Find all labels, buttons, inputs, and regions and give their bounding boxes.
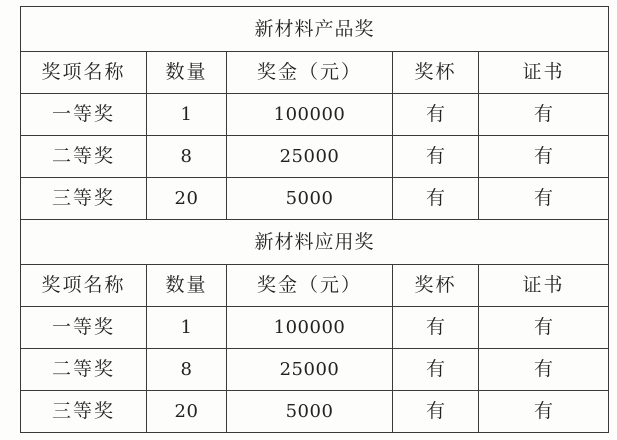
- header-quantity: 数量: [147, 52, 227, 94]
- trophy-cell: 有: [393, 178, 479, 220]
- section-title-row: [21, 220, 609, 265]
- table-header-row: [21, 265, 609, 307]
- prize-money-cell: 100000: [227, 94, 393, 136]
- header-prize-money: 奖金（元）: [227, 52, 393, 94]
- trophy-cell: 有: [393, 307, 479, 349]
- prize-money-cell: 5000: [227, 178, 393, 220]
- quantity-cell: 8: [147, 349, 227, 391]
- award-name-cell: 三等奖: [21, 391, 147, 433]
- header-certificate: 证书: [479, 52, 609, 94]
- certificate-cell: 有: [479, 391, 609, 433]
- prize-money-cell: 25000: [227, 136, 393, 178]
- certificate-cell: 有: [479, 94, 609, 136]
- quantity-cell: 1: [147, 94, 227, 136]
- table-row: [21, 349, 609, 391]
- prize-money-cell: 5000: [227, 391, 393, 433]
- quantity-cell: 8: [147, 136, 227, 178]
- header-award-name: 奖项名称: [21, 265, 147, 307]
- table-row: [21, 136, 609, 178]
- quantity-cell: 1: [147, 307, 227, 349]
- trophy-cell: 有: [393, 94, 479, 136]
- award-name-cell: 二等奖: [21, 136, 147, 178]
- certificate-cell: 有: [479, 307, 609, 349]
- certificate-cell: 有: [479, 178, 609, 220]
- header-award-name: 奖项名称: [21, 52, 147, 94]
- header-certificate: 证书: [479, 265, 609, 307]
- certificate-cell: 有: [479, 136, 609, 178]
- header-quantity: 数量: [147, 265, 227, 307]
- award-name-cell: 二等奖: [21, 349, 147, 391]
- table-header-row: [21, 52, 609, 94]
- table-row: [21, 178, 609, 220]
- quantity-cell: 20: [147, 178, 227, 220]
- awards-table: [20, 6, 609, 433]
- quantity-cell: 20: [147, 391, 227, 433]
- award-name-cell: 一等奖: [21, 307, 147, 349]
- header-trophy: 奖杯: [393, 52, 479, 94]
- award-name-cell: 一等奖: [21, 94, 147, 136]
- section-title: 新材料产品奖: [21, 7, 609, 52]
- table-row: [21, 391, 609, 433]
- certificate-cell: 有: [479, 349, 609, 391]
- section-title-row: [21, 7, 609, 52]
- award-name-cell: 三等奖: [21, 178, 147, 220]
- trophy-cell: 有: [393, 391, 479, 433]
- prize-money-cell: 100000: [227, 307, 393, 349]
- prize-money-cell: 25000: [227, 349, 393, 391]
- table-row: [21, 94, 609, 136]
- section-title: 新材料应用奖: [21, 220, 609, 265]
- trophy-cell: 有: [393, 349, 479, 391]
- header-trophy: 奖杯: [393, 265, 479, 307]
- table-row: [21, 307, 609, 349]
- header-prize-money: 奖金（元）: [227, 265, 393, 307]
- trophy-cell: 有: [393, 136, 479, 178]
